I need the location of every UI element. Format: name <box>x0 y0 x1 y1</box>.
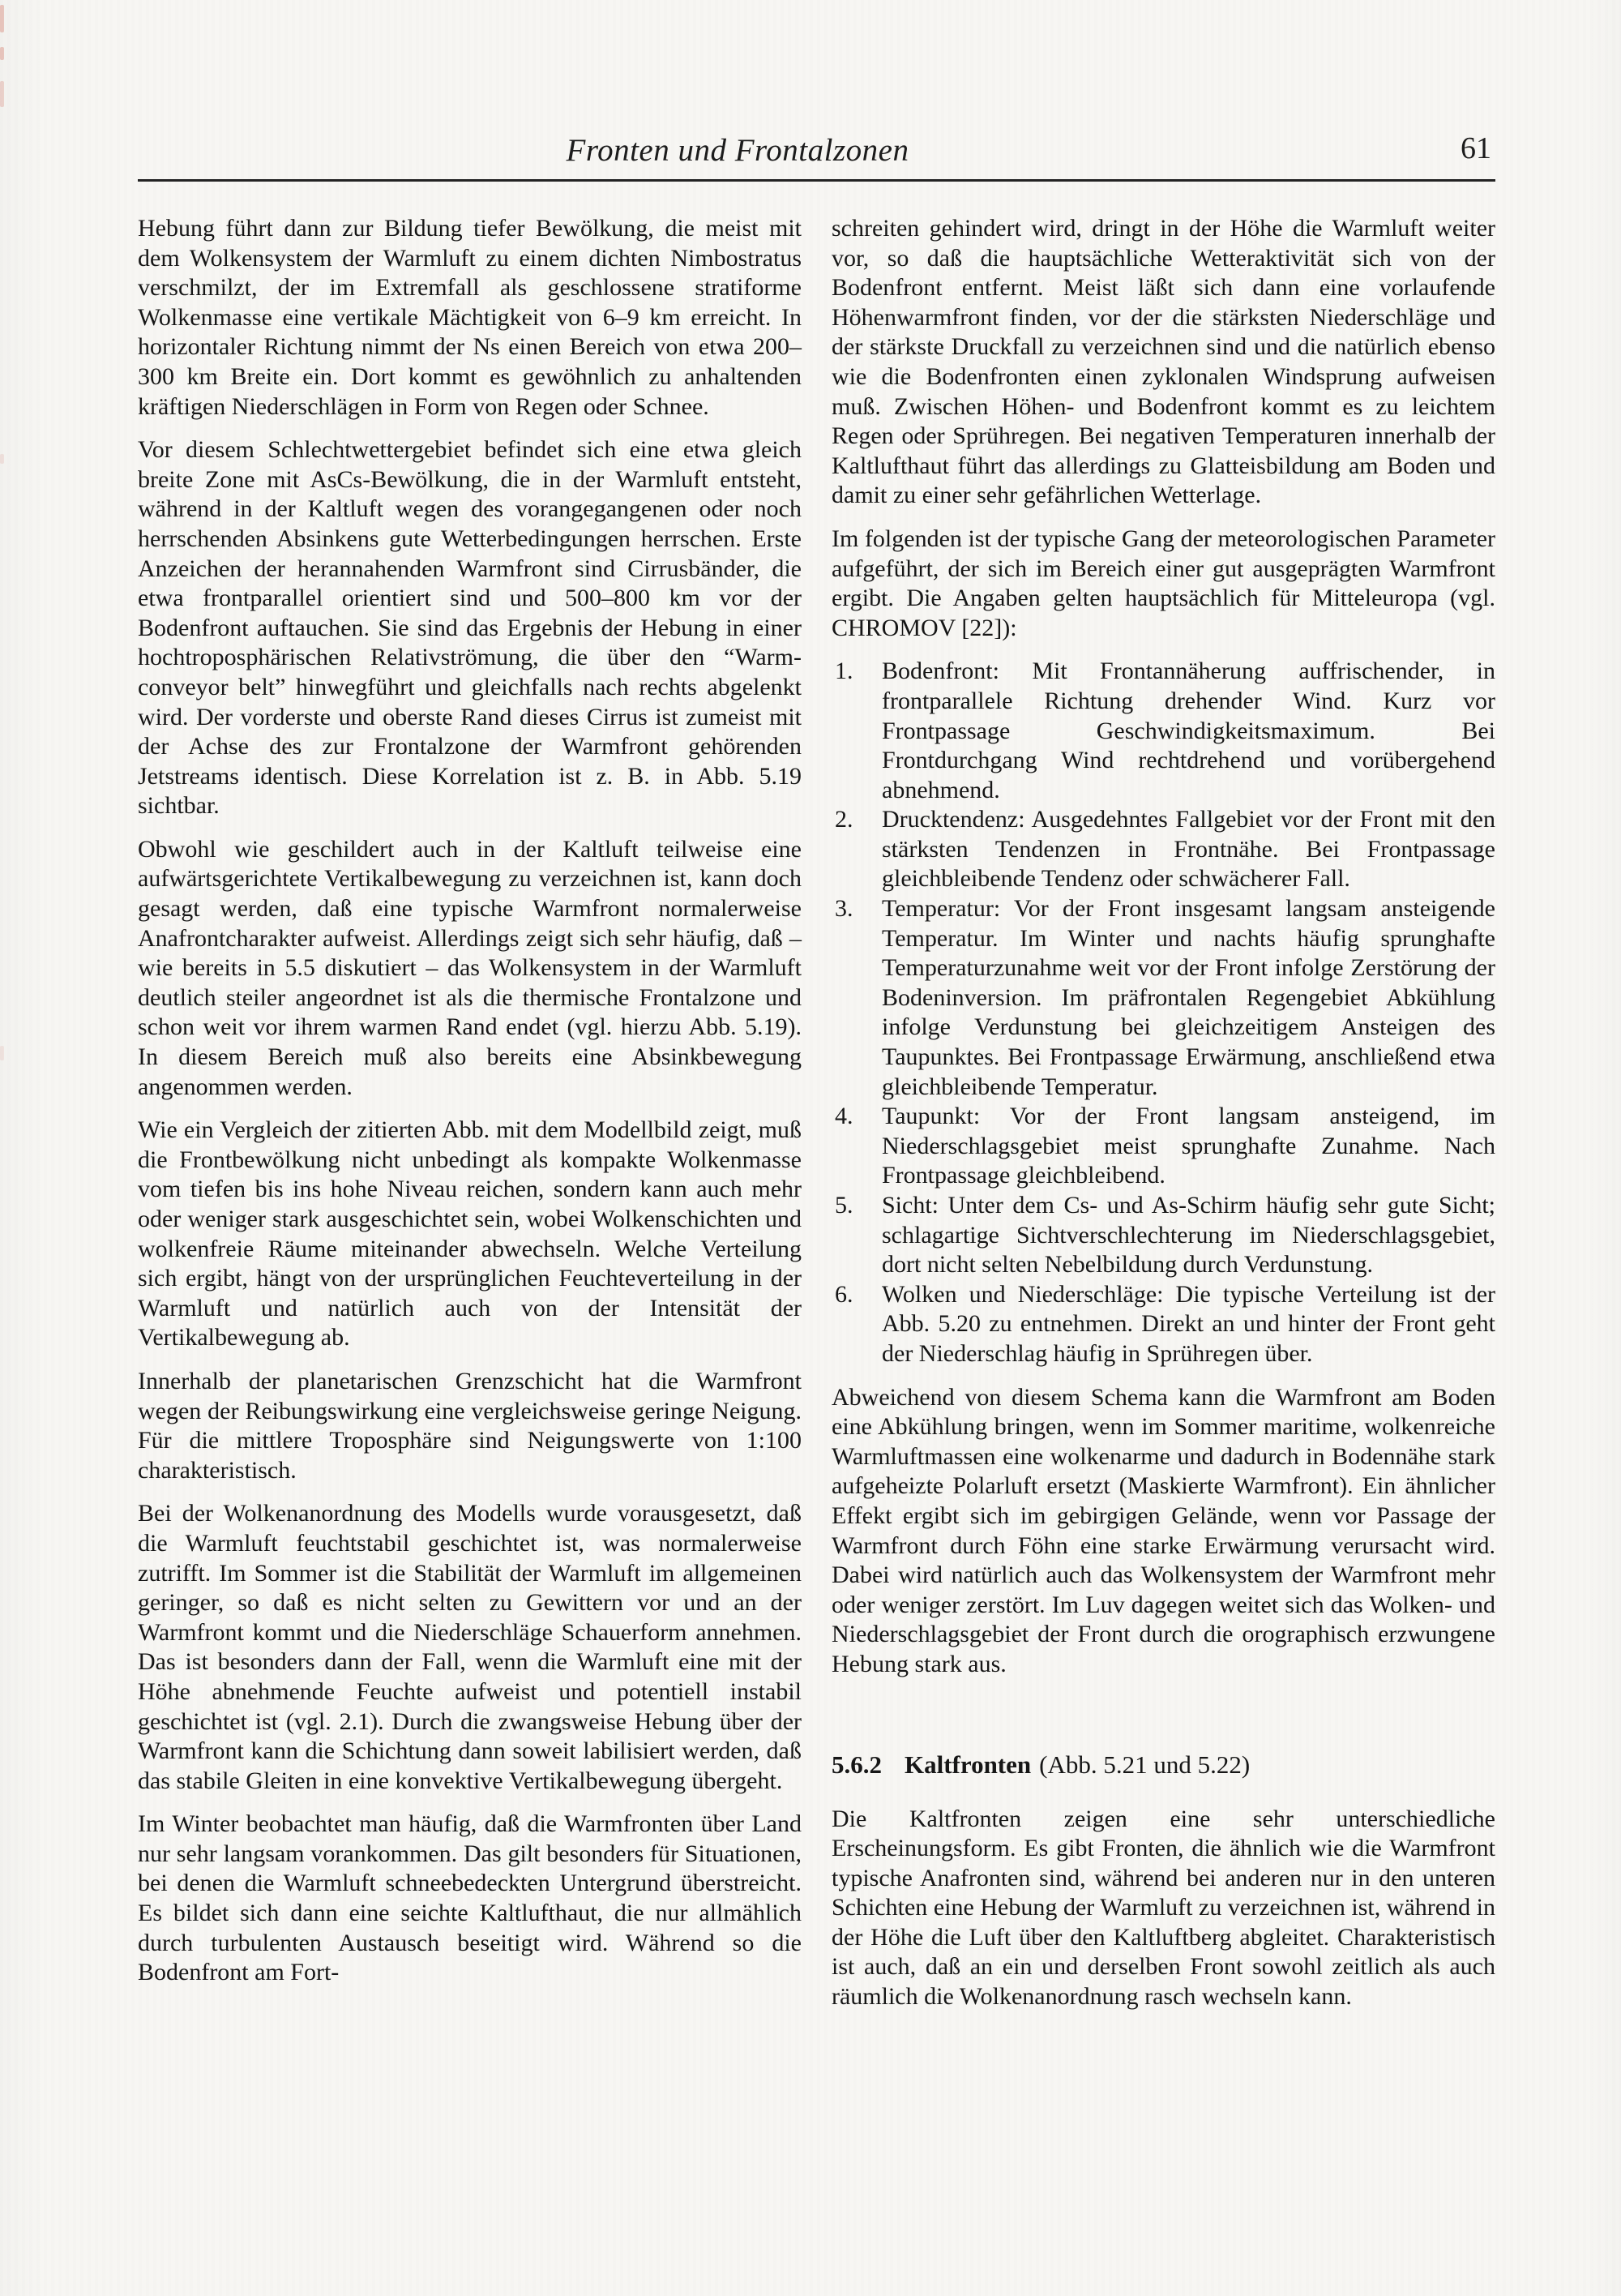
paragraph: Im Winter beobachtet man häufig, daß die Warmfronten über Land nur sehr langsam vorankommen. Das gilt besonders für Situationen, bei denen die Warmluft schneebedeckten Untergrund überstreicht. Es bildet sich dann eine seichte Kaltlufthaut, die nur allmählich durch turbulenten Austausch beseitigt wird. Während so die Bodenfront am Fort- <box>138 1810 802 1986</box>
section-suffix: (Abb. 5.21 und 5.22) <box>1039 1750 1251 1779</box>
scan-artifact-mark <box>0 5 4 32</box>
list-item: Wolken und Niederschläge: Die typische Verteilung ist der Abb. 5.20 zu entnehmen. Direkt an und hinter der Front geht der Niederschlag häufig in Sprühregen über. <box>882 1280 1495 1367</box>
paragraph: Innerhalb der planetarischen Grenzschicht hat die Warmfront wegen der Reibungswirkung eine vergleichsweise geringe Neigung. Für die mittlere Troposphäre sind Neigungswerte von 1:100 charakteristisch. <box>138 1367 802 1484</box>
scan-artifact-mark <box>0 1046 4 1060</box>
list-item: Sicht: Unter dem Cs- und As-Schirm häufig sehr gute Sicht; schlagartige Sichtverschlechterung im Niederschlagsgebiet, dort nicht selten Nebelbildung durch Verdunstung. <box>882 1192 1495 1279</box>
paragraph: Die Kaltfronten zeigen eine sehr unterschiedliche Erscheinungsform. Es gibt Fronten, die ähnlich wie die Warmfront typische Anafronten sind, während bei anderen nur in den unteren Schichten eine Hebung der Warmluft zu verzeichnen ist, während in der Höhe die Luft über den Kaltluftberg abgleitet. Charakteristisch ist auch, daß an ein und derselben Front sowohl zeitlich als auch räumlich die Wolkenanordnung rasch wechseln kann. <box>832 1805 1495 2011</box>
scan-artifact-strip <box>0 0 6 1135</box>
left-column <box>138 214 802 2026</box>
paragraph: Obwohl wie geschildert auch in der Kaltluft teilweise eine aufwärtsgerichtete Vertikalbewegung zu verzeichnen ist, kann doch gesagt werden, daß eine typische Warmfront normalerweise Anafrontcharakter aufweist. Allerdings zeigt sich sehr häufig, daß – wie bereits in 5.5 diskutiert – das Wolkensystem in der Warmluft deutlich steiler angeordnet ist als die thermische Frontalzone und schon weit vor ihrem warmen Rand endet (vgl. hierzu Abb. 5.19). In diesem Bereich muß also bereits eine Absinkbewegung angenommen werden. <box>138 835 802 1100</box>
list-item: Bodenfront: Mit Frontannäherung auffrischender, in frontparallele Richtung drehender Wind. Kurz vor Frontpassage Geschwindigkeitsmaximum. Bei Frontdurchgang Wind rechtdrehend und vorübergehend abnehmend. <box>882 658 1495 803</box>
scan-artifact-mark <box>0 81 4 107</box>
running-title: Fronten und Frontalzonen <box>566 133 909 168</box>
paragraph: Hebung führt dann zur Bildung tiefer Bewölkung, die meist mit dem Wolkensystem der Warmluft zu einem dichten Nimbostratus verschmilzt, der im Extremfall als geschlossene stratiforme Wolkenmasse eine vertikale Mächtigkeit von 6–9 km erreicht. In horizontaler Richtung nimmt der Ns einen Bereich von etwa 200–300 km Breite ein. Dort kommt es gewöhnlich zu anhaltenden kräftigen Niederschlägen in Form von Regen oder Schnee. <box>138 215 802 420</box>
list-item: Drucktendenz: Ausgedehntes Fallgebiet vor der Front mit den stärksten Tendenzen in Frontnähe. Bei Frontpassage gleichbleibende Tendenz oder schwächerer Fall. <box>882 806 1495 893</box>
section-heading <box>832 1750 1495 1780</box>
list-item: Taupunkt: Vor der Front langsam ansteigend, im Niederschlagsgebiet meist sprunghafte Zunahme. Nach Frontpassage gleichbleibend. <box>882 1103 1495 1189</box>
paragraph: Vor diesem Schlechtwettergebiet befindet sich eine etwa gleich breite Zone mit AsCs-Bewölkung, die in der Warmluft entsteht, während in der Kaltluft wegen des vorangegangenen oder noch herrschenden Absinkens gute Wetterbedingungen herrschen. Erste Anzeichen der herannahenden Warmfront sind Cirrusbänder, die etwa frontparallel orientiert sind und 500–800 km vor der Bodenfront auftauchen. Sie sind das Ergebnis der Hebung in einer hochtroposphärischen Relativströmung, die über den “Warm-conveyor belt” hinwegführt und gleichfalls nach rechts abgelenkt wird. Der vorderste und oberste Rand dieses Cirrus ist zumeist mit der Achse des zur Frontalzone der Warmfront gehörenden Jetstreams identisch. Diese Korrelation ist z. B. in Abb. 5.19 sichtbar. <box>138 436 802 820</box>
section-title: Kaltfronten <box>905 1750 1032 1779</box>
paragraph: Wie ein Vergleich der zitierten Abb. mit dem Modellbild zeigt, muß die Frontbewölkung nicht unbedingt als kompakte Wolkenmasse vom tiefen bis ins hohe Niveau reichen, sondern kann auch mehr oder weniger stark ausgeschichtet sein, wobei Wolkenschichten und wolkenfreie Räume miteinander abwechseln. Welche Verteilung sich ergibt, hängt von der ursprünglichen Feuchteverteilung in der Warmluft und natürlich auch von der Intensität der Vertikalbewegung ab. <box>138 1116 802 1351</box>
scan-artifact-mark <box>0 47 4 60</box>
scan-artifact-mark <box>0 454 4 464</box>
section-number: 5.6.2 <box>832 1750 882 1779</box>
paragraph: Im folgenden ist der typische Gang der meteorologischen Parameter aufgeführt, der sich im Bereich einer gut ausgeprägten Warmfront ergibt. Die Angaben gelten hauptsächlich für Mitteleuropa (vgl. CHROMOV [22]): <box>832 525 1495 641</box>
list-item: Temperatur: Vor der Front insgesamt langsam ansteigende Temperatur. Im Winter und nachts häufig sprunghafte Temperaturzunahme weit vor der Front infolge Zerstörung der Bodeninversion. Im präfrontalen Regengebiet Abkühlung infolge Verdunstung bei gleichzeitigem Ansteigen des Taupunktes. Bei Frontpassage Erwärmung, anschließend etwa gleichbleibende Temperatur. <box>882 895 1495 1100</box>
paragraph: schreiten gehindert wird, dringt in der Höhe die Warmluft weiter vor, so daß die hauptsächliche Wetteraktivität sich von der Bodenfront entfernt. Meist läßt sich dann eine vorlaufende Höhenwarmfront finden, vor der die stärksten Niederschläge und der stärkste Druckfall zu verzeichnen sind und die natürlich ebenso wie die Bodenfronten einen zyklonalen Windsprung aufweisen muß. Zwischen Höhen- und Bodenfront kommt es zu leichtem Regen oder Sprühregen. Bei negativen Temperaturen innerhalb der Kaltlufthaut führt das allerdings zu Glatteisbildung am Boden und damit zu einer sehr gefährlichen Wetterlage. <box>832 215 1495 509</box>
paragraph: Bei der Wolkenanordnung des Modells wurde vorausgesetzt, daß die Warmluft feuchtstabil geschichtet ist, was normalerweise zutrifft. Im Sommer ist die Stabilität der Warmluft im allgemeinen geringer, so daß es nicht selten zu Gewittern vor und an der Warmfront kommt und die Niederschläge Schauerform annehmen. Das ist besonders dann der Fall, wenn die Warmluft eine mit der Höhe abnehmende Feuchte aufweist und potentiell instabil geschichtet ist (vgl. 2.1). Durch die zwangsweise Hebung über der Warmfront kann die Schichtung dann soweit labilisiert werden, daß das stabile Gleiten in eine konvektive Vertikalbewegung übergeht. <box>138 1500 802 1794</box>
header-rule <box>138 179 1495 182</box>
parameter-list <box>832 657 1495 1369</box>
right-column <box>832 214 1495 2026</box>
left-column-paragraphs <box>138 214 802 1988</box>
text-columns <box>138 214 1495 2026</box>
paragraph: Abweichend von diesem Schema kann die Warmfront am Boden eine Abkühlung bringen, wenn im Sommer maritime, wolkenreiche Warmluftmassen eine wolkenarme und dadurch in Bodennähe stark aufgeheizte Polarluft ersetzt (Maskierte Warmfront). Ein ähnlicher Effekt ergibt sich im gebirgigen Gelände, wenn vor Passage der Warmfront durch Föhn eine starke Erwärmung verursacht wird. Dabei wird natürlich auch das Wolkensystem der Warmfront mehr oder weniger zerstört. Im Luv dagegen weitet sich das Wolken- und Niederschlagsgebiet der Front durch die orographisch erzwungene Hebung stark aus. <box>832 1383 1495 1677</box>
page-number: 61 <box>1461 131 1491 165</box>
right-column-paragraphs <box>832 214 1495 643</box>
